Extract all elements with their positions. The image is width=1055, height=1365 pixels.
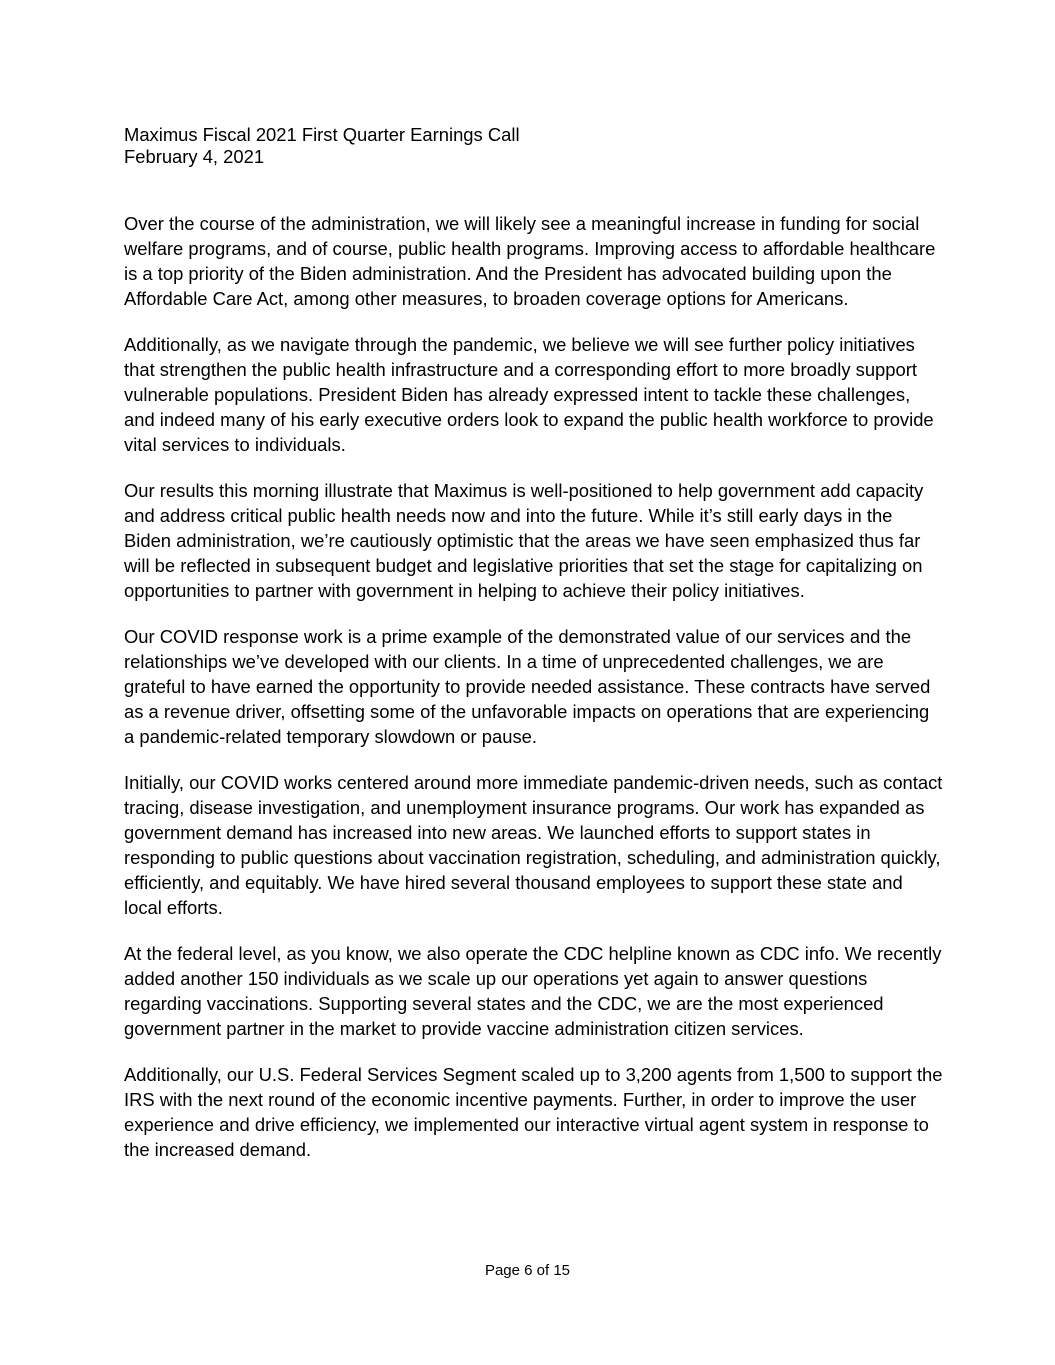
paragraph: Over the course of the administration, we will likely see a meaningful increase in funding for social welfare programs, and of course, public health programs. Improving access to affordable healthcare is a top priority of the Biden administration. And the President has advocated building upon the Affordable Care Act, among other measures, to broaden coverage options for Americans. (124, 213, 936, 309)
paragraph: Our results this morning illustrate that Maximus is well-positioned to help government add capacity and address critical public health needs now and into the future. While it’s still early days in the Biden administration, we’re cautiously optimistic that the areas we have seen emphasized thus far will be reflected in subsequent budget and legislative priorities that set the stage for capitalizing on opportunities to partner with government in helping to achieve their policy initiatives. (124, 480, 924, 601)
paragraph: Additionally, our U.S. Federal Services Segment scaled up to 3,200 agents from 1,500 to support the IRS with the next round of the economic incentive payments. Further, in order to improve the user experience and drive efficiency, we implemented our interactive virtual agent system in response to the increased demand. (124, 1064, 943, 1160)
document-header (124, 124, 944, 168)
paragraph: Additionally, as we navigate through the pandemic, we believe we will see further policy initiatives that strengthen the public health infrastructure and a corresponding effort to more broadly support vulnerable populations. President Biden has already expressed intent to tackle these challenges, and indeed many of his early executive orders look to expand the public health workforce to provide vital services to individuals. (124, 334, 934, 455)
paragraph: At the federal level, as you know, we also operate the CDC helpline known as CDC info. We recently added another 150 individuals as we scale up our operations yet again to answer questions regarding vaccinations. Supporting several states and the CDC, we are the most experienced government partner in the market to provide vaccine administration citizen services. (124, 943, 942, 1039)
document-body (124, 211, 944, 1183)
page-number: Page 6 of 15 (484, 1262, 571, 1279)
document-title: Maximus Fiscal 2021 First Quarter Earnings Call (124, 124, 520, 145)
paragraph: Our COVID response work is a prime example of the demonstrated value of our services and the relationships we’ve developed with our clients. In a time of unprecedented challenges, we are grateful to have earned the opportunity to provide needed assistance. These contracts have served as a revenue driver, offsetting some of the unfavorable impacts on operations that are experiencing a pandemic-related temporary slowdown or pause. (124, 626, 931, 747)
document-date: February 4, 2021 (124, 146, 265, 167)
paragraph: Initially, our COVID works centered around more immediate pandemic-driven needs, such as contact tracing, disease investigation, and unemployment insurance programs. Our work has expanded as government demand has increased into new areas. We launched efforts to support states in responding to public questions about vaccination registration, scheduling, and administration quickly, efficiently, and equitably. We have hired several thousand employees to support these state and local efforts. (124, 772, 943, 918)
